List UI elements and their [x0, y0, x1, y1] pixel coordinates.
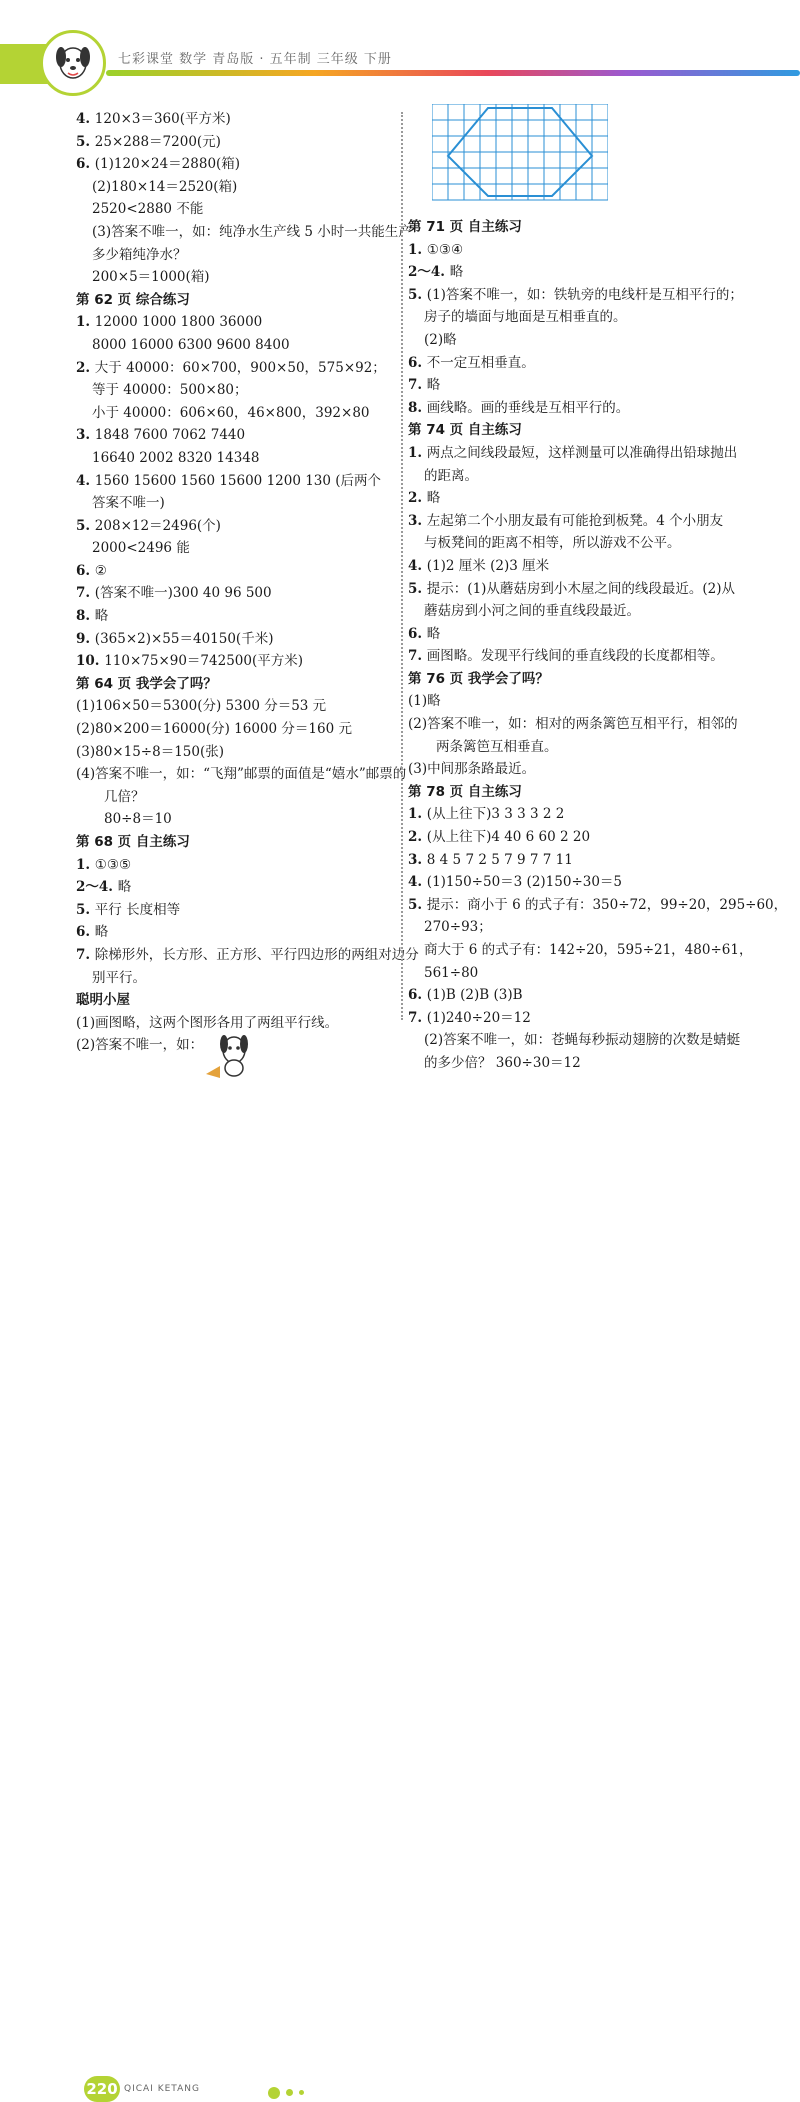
- answer-line: [408, 939, 753, 962]
- answer-line: [76, 357, 396, 380]
- answer-line: [76, 266, 396, 289]
- question-number: 2.: [408, 490, 427, 507]
- answer-text: ①③⑤: [94, 856, 132, 873]
- question-number: 5.: [76, 901, 95, 918]
- answer-line: [76, 198, 396, 221]
- answer-line: [408, 713, 738, 736]
- question-number: 8.: [76, 608, 95, 625]
- answer-text: 25×288＝7200(元): [94, 133, 221, 150]
- answer-text: (从上往下)4 40 6 60 2 20: [426, 829, 591, 846]
- left-column: [76, 108, 419, 1057]
- answer-text: (从上往下)3 3 3 3 2 2: [426, 806, 565, 823]
- section-heading: 第 64 页 我学会了吗？: [76, 675, 217, 692]
- answer-text: ①③④: [426, 241, 464, 258]
- answer-line: [76, 718, 396, 741]
- answer-text: (2)80×200＝16000(分) 16000 分＝160 元: [76, 721, 352, 738]
- answer-line: [76, 131, 396, 154]
- answer-text: 平行 长度相等: [94, 901, 181, 918]
- answer-text: (1)略: [408, 693, 441, 710]
- answer-text: 1848 7600 7062 7440: [94, 427, 246, 444]
- answer-text: 略: [94, 608, 109, 625]
- question-number: 7.: [76, 585, 95, 602]
- answer-text: 16640 2002 8320 14348: [92, 449, 260, 466]
- answer-line: [76, 582, 396, 605]
- answer-line: [408, 758, 738, 781]
- answer-line: [408, 510, 738, 533]
- answer-line: [408, 284, 743, 307]
- question-number: 2～4.: [76, 879, 118, 896]
- answer-text: 略: [449, 264, 464, 281]
- answer-line: [408, 487, 738, 510]
- answer-text: (1)2 厘米 (2)3 厘米: [426, 557, 550, 574]
- answer-line: [408, 352, 738, 375]
- answer-line: [76, 899, 396, 922]
- question-number: 10.: [76, 653, 105, 670]
- answer-text: 大于 40000：60×700，900×50，575×92；: [94, 359, 386, 376]
- hexagon-grid-figure: [432, 104, 738, 216]
- answer-text: 小于 40000：606×60，46×800，392×80: [92, 404, 370, 421]
- answer-line: [76, 379, 396, 402]
- answer-text: (1)画图略，这两个图形各用了两组平行线。: [76, 1014, 339, 1031]
- answer-line: [408, 442, 738, 465]
- answer-line: [408, 306, 738, 329]
- answer-text: 蘑菇房到小河之间的垂直线段最近。: [424, 603, 640, 620]
- answer-text: (3)答案不唯一，如：纯净水生产线 5 小时一共能生产: [92, 223, 412, 240]
- answer-text: 200×5＝1000(箱): [92, 269, 210, 286]
- answer-text: 略: [94, 924, 109, 941]
- answer-line: [76, 334, 396, 357]
- answer-line: [408, 239, 738, 262]
- dot-small: [299, 2090, 304, 2095]
- answer-text: (1)B (2)B (3)B: [426, 987, 523, 1004]
- answer-text: 与板凳间的距离不相等，所以游戏不公平。: [424, 535, 681, 552]
- answer-text: (2)答案不唯一，如：苍蝇每秒振动翅膀的次数是蜻蜓: [424, 1032, 741, 1049]
- question-number: 3.: [408, 512, 427, 529]
- answer-line: [76, 876, 396, 899]
- answer-line: [408, 916, 738, 939]
- answer-line: [76, 470, 396, 493]
- dot-large: [268, 2087, 280, 2099]
- answer-text: 略: [117, 879, 132, 896]
- page-header: [0, 0, 800, 110]
- answer-line: [76, 244, 396, 267]
- answer-line: [408, 329, 738, 352]
- mascot-logo: [40, 30, 106, 96]
- section-heading: 第 76 页 我学会了吗？: [408, 670, 549, 687]
- answer-line: [76, 695, 396, 718]
- question-number: 1.: [408, 806, 427, 823]
- question-number: 2.: [408, 829, 427, 846]
- answer-text: 略: [426, 490, 441, 507]
- answer-text: 8 4 5 7 2 5 7 9 7 7 11: [426, 851, 573, 868]
- question-number: 5.: [76, 133, 95, 150]
- question-number: 1.: [408, 241, 427, 258]
- question-number: 7.: [408, 1009, 427, 1026]
- footer-dog-icon: [200, 1030, 256, 1082]
- question-number: 6.: [408, 354, 427, 371]
- answer-line: [408, 849, 738, 872]
- answer-line: [76, 492, 396, 515]
- question-number: 5.: [408, 896, 427, 913]
- question-number: 1.: [408, 444, 427, 461]
- answer-text: 提示：(1)从蘑菇房到小木屋之间的线段最近。(2)从: [426, 580, 736, 597]
- answer-text: 1560 15600 1560 15600 1200 130 (后两个: [94, 472, 382, 489]
- footer-dots: [268, 2082, 310, 2101]
- answer-text: 略: [426, 377, 441, 394]
- answer-text: 答案不唯一): [92, 495, 165, 512]
- answer-text: 2520<2880 不能: [92, 201, 204, 218]
- question-number: 1.: [76, 314, 95, 331]
- question-number: 4.: [76, 472, 95, 489]
- answer-line: [76, 153, 396, 176]
- answer-line: [76, 221, 412, 244]
- answer-line: [76, 628, 396, 651]
- question-number: 8.: [408, 399, 427, 416]
- header-rainbow-line: [106, 70, 800, 76]
- answer-line: [76, 560, 396, 583]
- answer-text: 等于 40000：500×80；: [92, 382, 248, 399]
- question-number: 5.: [408, 286, 427, 303]
- answer-text: 略: [426, 625, 441, 642]
- answer-line: [76, 921, 396, 944]
- answer-line: [76, 944, 419, 967]
- answer-line: [408, 803, 738, 826]
- right-column: [408, 108, 788, 1075]
- section-heading: 第 71 页 自主练习: [408, 219, 522, 235]
- question-number: 1.: [76, 856, 95, 873]
- answer-text: 208×12＝2496(个): [94, 517, 221, 534]
- answer-line: [408, 984, 738, 1007]
- section-heading: 第 62 页 综合练习: [76, 291, 190, 308]
- brand-text: QICAI KETANG: [124, 2084, 200, 2094]
- right-column-text: [408, 216, 788, 1075]
- answer-text: 两条篱笆互相垂直。: [436, 738, 558, 755]
- answer-text: 270÷93；: [424, 919, 492, 936]
- column-divider: [401, 112, 403, 1020]
- answer-line: [408, 1007, 738, 1030]
- answer-text: 的距离。: [424, 467, 478, 484]
- answer-line: [408, 555, 738, 578]
- question-number: 3.: [76, 427, 95, 444]
- answer-text: (1)106×50＝5300(分) 5300 分＝53 元: [76, 698, 327, 715]
- answer-line: [76, 854, 396, 877]
- answer-text: (1)240÷20＝12: [426, 1009, 531, 1026]
- answer-line: [408, 600, 738, 623]
- question-number: 6.: [408, 625, 427, 642]
- question-number: 6.: [76, 156, 95, 173]
- answer-line: [408, 736, 738, 759]
- answer-text: 提示：商小于 6 的式子有：350÷72，99÷20，295÷60，: [426, 896, 788, 913]
- answer-text: 80÷8＝10: [104, 811, 172, 828]
- question-number: 6.: [76, 924, 95, 941]
- answer-line: [76, 967, 396, 990]
- answer-line: [76, 447, 396, 470]
- answer-line: [408, 465, 738, 488]
- answer-line: [408, 397, 738, 420]
- answer-text: (365×2)×55＝40150(千米): [94, 630, 274, 647]
- answer-text: 除梯形外，长方形、正方形、平行四边形的两组对边分: [94, 946, 419, 963]
- question-number: 6.: [76, 562, 95, 579]
- answer-line: [408, 261, 738, 284]
- answer-line: [408, 871, 738, 894]
- answer-line: [76, 402, 396, 425]
- answer-text: (2)略: [424, 331, 457, 348]
- answer-text: 商大于 6 的式子有：142÷20，595÷21，480÷61，: [424, 942, 753, 958]
- section-heading: 第 74 页 自主练习: [408, 422, 522, 439]
- answer-line: [408, 962, 738, 985]
- answer-line: [76, 741, 396, 764]
- question-number: 7.: [76, 946, 95, 963]
- question-number: 3.: [408, 851, 427, 868]
- answer-line: [408, 578, 738, 601]
- answer-text: 120×3＝360(平方米): [94, 111, 231, 127]
- answer-line: [408, 645, 738, 668]
- answer-text: (3)中间那条路最近。: [408, 761, 536, 778]
- answer-line: [76, 311, 396, 334]
- answer-text: (2)180×14＝2520(箱): [92, 178, 238, 195]
- answer-line: [76, 808, 396, 831]
- question-number: 7.: [408, 377, 427, 394]
- answer-line: [76, 537, 396, 560]
- answer-line: [76, 605, 396, 628]
- answer-text: ②: [94, 562, 107, 579]
- answer-text: 561÷80: [424, 964, 479, 981]
- answer-text: (4)答案不唯一，如：“飞翔”邮票的面值是“嬉水”邮票的: [76, 766, 407, 783]
- answer-line: [408, 532, 738, 555]
- answer-text: 画图略。发现平行线间的垂直线段的长度都相等。: [426, 648, 724, 665]
- question-number: 2.: [76, 359, 95, 376]
- answer-line: [408, 623, 738, 646]
- answer-line: [76, 108, 396, 131]
- question-number: 2～4.: [408, 264, 450, 281]
- answer-text: (1)150÷50＝3 (2)150÷30＝5: [426, 874, 623, 891]
- answer-text: 8000 16000 6300 9600 8400: [92, 336, 290, 353]
- question-number: 6.: [408, 987, 427, 1004]
- answer-text: 两点之间线段最短，这样测量可以准确得出铅球抛出: [426, 444, 738, 461]
- answer-line: [408, 690, 738, 713]
- answer-text: (3)80×15÷8＝150(张): [76, 743, 224, 760]
- answer-text: 房子的墙面与地面是互相垂直的。: [424, 309, 627, 326]
- question-number: 5.: [76, 517, 95, 534]
- answer-text: 画线略。画的垂线是互相平行的。: [426, 399, 630, 416]
- answer-line: [76, 763, 407, 786]
- answer-text: (2)答案不唯一，如：相对的两条篱笆互相平行，相邻的: [408, 716, 738, 733]
- dog-mascot-icon: [43, 33, 103, 93]
- answer-text: (1)答案不唯一，如：铁轨旁的电线杆是互相平行的；: [426, 286, 743, 303]
- answer-text: (答案不唯一)300 40 96 500: [94, 585, 272, 602]
- section-heading: 第 68 页 自主练习: [76, 834, 190, 850]
- answer-text: 的多少倍？ 360÷30＝12: [424, 1054, 581, 1071]
- answer-text: 110×75×90＝742500(平方米): [104, 653, 304, 670]
- section-heading: 第 78 页 自主练习: [408, 783, 522, 800]
- answer-line: [408, 894, 788, 917]
- answer-line: [408, 374, 738, 397]
- answer-text: 不一定互相垂直。: [426, 354, 535, 371]
- answer-line: [76, 424, 396, 447]
- dot-medium: [286, 2089, 293, 2096]
- question-number: 4.: [76, 111, 95, 127]
- question-number: 7.: [408, 648, 427, 665]
- answer-text: 别平行。: [92, 969, 146, 986]
- header-title: 七彩课堂 数学 青岛版 · 五年制 三年级 下册: [118, 52, 392, 67]
- answer-line: [76, 176, 396, 199]
- section-heading: 聪明小屋: [76, 992, 130, 1009]
- question-number: 4.: [408, 557, 427, 574]
- answer-text: 几倍？: [104, 788, 145, 805]
- answer-line: [76, 786, 396, 809]
- answer-text: (2)答案不唯一，如：: [76, 1037, 204, 1054]
- answer-text: 2000<2496 能: [92, 540, 190, 557]
- answer-text: 左起第二个小朋友最有可能抢到板凳。4 个小朋友: [426, 512, 724, 529]
- answer-text: 12000 1000 1800 36000: [94, 314, 263, 331]
- question-number: 4.: [408, 874, 427, 891]
- answer-text: (1)120×24＝2880(箱): [94, 156, 241, 173]
- hexagon-grid-svg: [432, 104, 608, 204]
- question-number: 9.: [76, 630, 95, 647]
- question-number: 5.: [408, 580, 427, 597]
- answer-line: [76, 650, 396, 673]
- page-number: 220: [84, 2076, 120, 2102]
- page-footer: [0, 1030, 800, 2098]
- answer-text: 多少箱纯净水？: [92, 246, 187, 263]
- answer-line: [76, 515, 396, 538]
- answer-line: [408, 826, 738, 849]
